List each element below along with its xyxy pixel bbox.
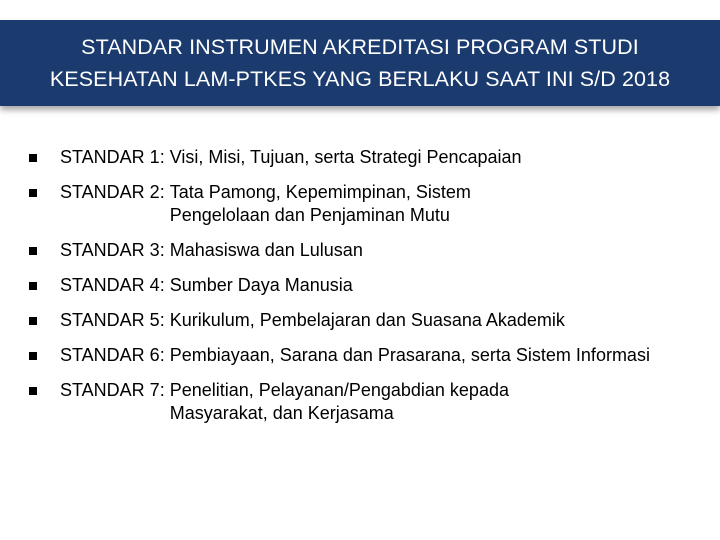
separator: : [159,380,170,400]
standard-label: STANDAR 7 [60,380,160,400]
separator: : [159,275,170,295]
standard-label: STANDAR 3 [60,240,160,260]
standard-label: STANDAR 6 [60,345,160,365]
square-bullet-icon [28,344,38,367]
title-line-2: KESEHATAN LAM-PTKES YANG BERLAKU SAAT INI S/D 2018 [49,67,671,91]
separator: : [159,182,170,202]
list-item-standar-1 [28,146,708,169]
list-item-standar-2 [28,181,708,227]
standard-label: STANDAR 2 [60,182,160,202]
standard-label: STANDAR 4 [60,275,160,295]
square-bullet-icon [28,379,38,402]
title-line-1: STANDAR INSTRUMEN AKREDITASI PROGRAM STUDI [81,35,639,59]
list-item-standar-6 [28,344,708,367]
standard-description: Visi, Misi, Tujuan, serta Strategi Pencapaian [169,147,522,167]
list-item-standar-5 [28,309,708,332]
separator: : [159,345,170,365]
standard-label: STANDAR 1 [60,147,160,167]
standard-description: Penelitian, Pelayanan/Pengabdian kepada Masyarakat, dan Kerjasama [169,380,509,423]
title-bar [0,20,720,106]
standard-description: Pembiayaan, Sarana dan Prasarana, serta Sistem Informasi [169,345,650,365]
standard-description: Sumber Daya Manusia [169,275,353,295]
square-bullet-icon [28,309,38,332]
list-item-standar-3 [28,239,708,262]
square-bullet-icon [28,274,38,297]
separator: : [159,147,170,167]
square-bullet-icon [28,146,38,169]
standards-list [28,146,708,437]
standard-description: Mahasiswa dan Lulusan [169,240,363,260]
standard-description: Tata Pamong, Kepemimpinan, Sistem Pengelolaan dan Penjaminan Mutu [169,182,471,225]
list-item-standar-4 [28,274,708,297]
separator: : [159,310,170,330]
list-item-standar-7 [28,379,708,425]
square-bullet-icon [28,181,38,204]
square-bullet-icon [28,239,38,262]
standard-description: Kurikulum, Pembelajaran dan Suasana Akademik [169,310,565,330]
standard-label: STANDAR 5 [60,310,160,330]
separator: : [159,240,170,260]
